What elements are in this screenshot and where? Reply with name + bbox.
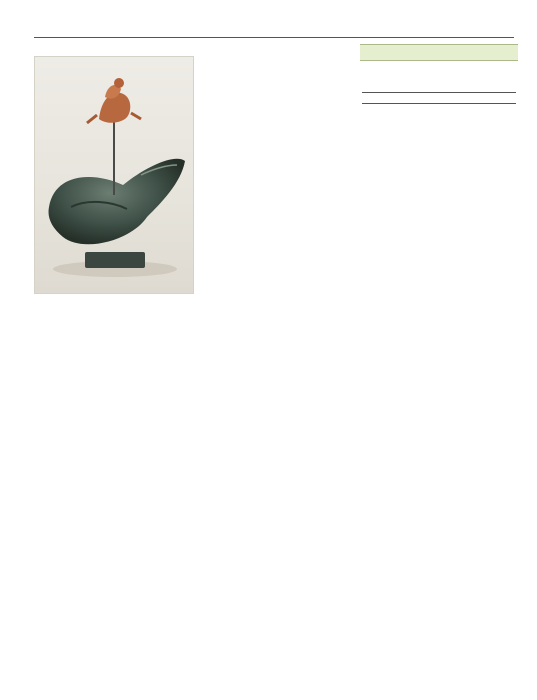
- sidebar-divider-2: [362, 103, 516, 104]
- sidebar-banner: [360, 44, 518, 61]
- sidebar-divider: [362, 92, 516, 93]
- page-header: [34, 20, 514, 38]
- sculpture-illustration: [35, 57, 194, 294]
- sidebar: [360, 44, 518, 112]
- sculpture-photo: [34, 56, 194, 294]
- article-signature: [200, 0, 350, 14]
